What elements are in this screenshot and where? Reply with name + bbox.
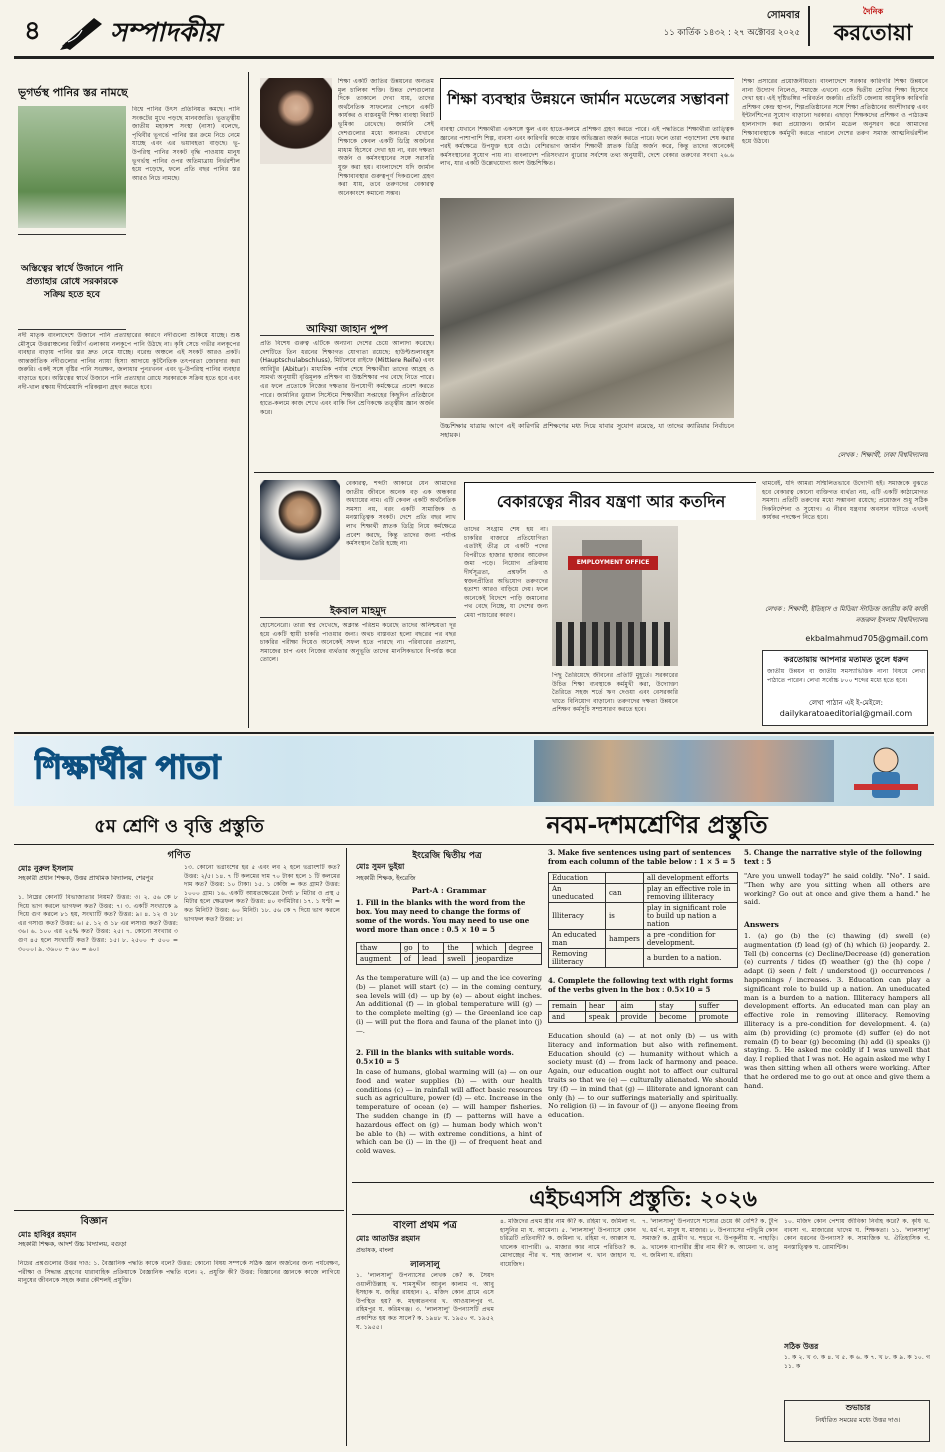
table-cell: a pre -condition for development. [643, 930, 737, 949]
masthead-divider [808, 6, 810, 46]
math-body: ১. নিম্নের কোনটি বিভাজ্যতার নিয়ম? উত্তর: ৩। ২. ৫৬ কে ৮ দিয়ে ভাগ করলে ভাগফল কত? উত্তর: ৭। ৩. একটি সংখ্যাকে ৯ দিয়ে গুণ করলে ৮১ হয়, সংখ্যাটি কত? উত্তর: ৯। ৪. ১২ ও ১৮ এর গসাগু কত? উত্তর: ৬। ৫. ১২ ও ১৮ এর লসাগু কত? উত্তর: ৩৬। ৬. ১০০ এর ২৫% কত? উত্তর: ২৫। ৭. কোনো সংখ্যার ৩ গুণ ৪৫ হলে সংখ্যাটি কত? উত্তর: ১৫। ৮. ২৫০০ + ৫০০ = ৩০০০। ৯. ৩৬০০ ÷ ৬০ = ৬০। [18, 894, 178, 953]
article-1-col2: প্রতি বিশেষ গুরুত্ব এটিকে অন্যান্য দেশের চেয়ে আলাদা করেছে। দেশটিতে তিন ধরনের শিক্ষাগত যোগ্যতা রয়েছে: হাউপ্টশুলাবশ্লুস (Hauptschulabschluss), মিটলেরে রাইফে (Mittlere Reife) এবং আবিটুর (Abitur)। মাধ্যমিক পর্যায় শেষে শিক্ষার্থীরা তাদের আগ্রহ ও সামর্থ্য অনুযায়ী বৃত্তিমূলক প্রশিক্ষণ বা উচ্চশিক্ষার পথ বেছে নিতে পারে। এর ফলে প্রত্যেকে নিজের দক্ষতার উপযোগী কর্মক্ষেত্রে প্রবেশ করতে পারে। জার্মানির ডুয়াল সিস্টেমে শিক্ষার্থীরা সপ্তাহের কিছুদিন প্রতিষ্ঠানে হাতে-কলমে কাজ শেখে এবং বাকি দিন শ্রেণিকক্ষে তত্ত্বীয় জ্ঞান অর্জন করে। [260, 340, 434, 416]
table-cell: a burden to a nation. [643, 949, 737, 968]
editorial-pull-quote [18, 234, 126, 330]
word-box-cell: the [444, 943, 473, 954]
bangla-teacher: মোঃ আতাউর রহমান [356, 1234, 421, 1243]
word-box-cell: thaw [357, 943, 401, 954]
bangla-col4: ১০. মজিদ কোন পেশায় জীবিকা নির্বাহ করে? ক. কৃষি খ. ব্যবসা গ. মাজারের খাদেম ঘ. শিক্ষকতা। ১১. 'লালসালু' কোন ধরনের উপন্যাস? ক. সামাজিক খ. ঐতিহাসিক গ. মনস্তাত্ত্বিক ঘ. রোমান্টিক। [784, 1218, 930, 1251]
math-science-rule [14, 1210, 344, 1211]
article-2-email: ekbalmahmud705@gmail.com [805, 634, 928, 643]
table-cell: can [606, 884, 644, 903]
verb-box-cell: suffer [695, 1001, 737, 1012]
bangla-col2: ৪. মজিদের প্রথম স্ত্রীর নাম কী? ক. রহিমা খ. জমিলা গ. হাসুনির মা ঘ. আমেনা। ৫. 'লালসালু' উপন্যাসে কোন চরিত্রটি প্রতিবাদী? ক. জমিলা খ. রহিমা গ. আক্কাস ঘ. খালেক ব্যাপারী। ৬. মাজার কার নামে পরিচিত? ক. মোদাচ্ছের পীর খ. শাহ জালাল গ. খান জাহান ঘ. বায়েজিদ। [500, 1218, 636, 1268]
english-q2-text: In case of humans, global warming will (a) — on our food and water supplies (b) — with our health conditions (c) — in rainfall will affect basic resources such as agriculture, power (d) — etc. Increase in the temperature of ocean (e) — will hamper fisheries. The sudden change in (f) — patterns will have a hazardous effect on (g) — human body which won't be able to (h) — with extreme conditions, a hint of which can be (i) — in the (j) — of frequent heat and cold waves. [356, 1068, 542, 1156]
word-box-cell: to [418, 943, 443, 954]
editorial-photo [18, 106, 126, 228]
table-cell: An educated man [549, 930, 606, 949]
article-1-bottom-rule [254, 472, 934, 473]
verb-box-table [548, 1000, 738, 1023]
headline-box [464, 482, 756, 520]
library-photo [440, 198, 734, 418]
bangla-footer-text: নির্ধারিত সময়ের মধ্যে উত্তর দাও। [815, 1416, 901, 1424]
verb-box-cell: provide [617, 1012, 656, 1023]
class9-title: নবম-দশমশ্রেণির প্রস্তুতি [546, 810, 768, 839]
title-rule [14, 844, 934, 845]
editorial-title: ভূগর্ভস্থ পানির স্তর নামছে [18, 86, 128, 99]
queue-figures [556, 622, 674, 666]
word-box-cell: augment [357, 954, 401, 965]
masthead-day: সোমবার [766, 10, 800, 21]
table-row [549, 930, 738, 949]
bangla-section [352, 1216, 934, 1446]
article-1-col3: ব্যবস্থা যেখানে শিক্ষার্থীরা একসঙ্গে স্কুল এবং হাতে-কলমে প্রশিক্ষণ গ্রহণ করতে পারে। এই পদ্ধতিতে শিক্ষার্থীরা তাত্ত্বিক জ্ঞানের পাশাপাশি শিল্প, ব্যবসা এবং কারিগরি কাজে বাস্তব অভিজ্ঞতা অর্জন করতে পারে। ফলে তারা পড়াশোনা শেষ করার পরই কর্মক্ষেত্রে উপযুক্ত হয়ে ওঠে। বেশিরভাগ জার্মান শিক্ষার্থী স্নাতক ডিগ্রি অর্জন করে, কিন্তু তাদের অনেকেই কর্মসংস্থানের সুযোগ পায় না। বাংলাদেশ পরিসংখ্যান ব্যুরোর সর্বশেষ তথ্য অনুযায়ী, দেশে বেকার তরুণের সংখ্যা ২৬.৬ লাখ, যার একটি উল্লেখযোগ্য অংশ উচ্চশিক্ষিত। [440, 126, 734, 168]
opinion-box-email[interactable]: dailykaratoaeditorial@gmail.com [779, 709, 913, 718]
bangla-col1: ১. 'লালসালু' উপন্যাসের লেখক কে? ক. সৈয়দ ওয়ালীউল্লাহ খ. শামসুদ্দীন আবুল কালাম গ. আবু ইসহাক ঘ. জহির রায়হান। ২. মজিদ কোন গ্রামে এসে উপস্থিত হয়? ক. মহব্বতনগর খ. আওয়ালপুর গ. রহিমপুর ঘ. করিমগঞ্জ। ৩. 'লালসালু' উপন্যাসটি প্রথম প্রকাশিত হয় কত সালে? ক. ১৯৪৮ খ. ১৯৫০ গ. ১৯৫২ ঘ. ১৯৫৫। [356, 1272, 494, 1331]
hsc-title: এইচএসসি প্রস্তুতি: ২০২৬ [529, 1186, 757, 1212]
table-cell: all development efforts [643, 873, 737, 884]
masthead-rule [14, 56, 934, 59]
bangla-footer-title: শুভাচার [845, 1403, 871, 1412]
masthead-date: ১১ কার্তিক ১৪৩২ : ২৭ অক্টোবর ২০২৫ [663, 28, 800, 38]
article-2-headline-text: বেকারত্বের নীরব যন্ত্রণা আর কতদিন [496, 491, 726, 511]
library-photo-caption: উচ্চশিক্ষার যাত্রায় আগে এই কারিগরি প্রশিক্ষণের মধ্য দিয়ে যাবার সুযোগ রয়েছে, যা তাদের ক্যারিয়ার নির্বাচনে সহায়ক। [440, 422, 734, 439]
word-box-cell: jeopardize [473, 954, 542, 965]
headline-box [440, 78, 734, 120]
verb-box-cell: aim [617, 1001, 656, 1012]
english-answers-title: Answers [744, 920, 779, 929]
table-row [549, 903, 738, 930]
bangla-footer [784, 1400, 930, 1442]
english-q2: 2. Fill in the blanks with suitable words. 0.5×10 = 5 [356, 1048, 514, 1066]
table-cell: play an effective role in removing illiteracy [643, 884, 737, 903]
article-2-author-note: লেখক : শিক্ষার্থী, ইতিহাস ও মিডিয়া স্টাডিজ জাতীয় কবি কাজী নজরুল ইসলাম বিশ্ববিদ্যালয় [764, 605, 928, 624]
english-section [352, 848, 934, 1180]
article-2-col3: তাদের সংগ্রাম শেষ হয় না। চাকরির বাজারে প্রতিযোগিতা এতটাই তীব্র যে একটি পদের বিপরীতে হাজার হাজার আবেদন জমা পড়ে। নিয়োগ প্রক্রিয়ায় দীর্ঘসূত্রতা, প্রশ্নফাঁস ও স্বজনপ্রীতির অভিযোগ তরুণদের হতাশা আরও বাড়িয়ে দেয়। ফলে অনেকেই বিদেশে পাড়ি জমানোর পথ বেছে নিচ্ছে, যা দেশের জন্য মেধা পাচারের কারণ। [464, 526, 548, 619]
article-2-col5: থামবেই, যদি আমরা সম্মিলিতভাবে উদ্যোগী হই। সমাজকে বুঝতে হবে বেকারত্ব কোনো ব্যক্তিগত ব্যর্থতা নয়, এটি একটি কাঠামোগত সমস্যা। প্রতিটি তরুণের মধ্যে সম্ভাবনা রয়েছে; প্রয়োজন শুধু সঠিক দিকনির্দেশনা ও সুযোগ। এ নীরব যন্ত্রণার অবসান ঘটাতে এখনই কার্যকর পদক্ষেপ নিতে হবে। [762, 480, 928, 522]
opinion-box [762, 650, 928, 726]
math-school: সহকারী প্রধান শিক্ষক, উত্তর প্রাথমিক বিদ্যালয়, শেরপুর [18, 875, 154, 882]
english-answers-text: 1. (a) go (b) the (c) thawing (d) swell (e) augmentation (f) lead (g) of (h) which (i) jeopardy. 2. Tell (b) concerns (c) Decline/Decrease (d) generation (e) currents / tides (f) weather (g) the (h) cope / adapt (i) seen / felt / understood (j) occurrences / happenings / increases. 3. Education can play a significant role to build up a nation. An uneducated man is a burden to a nation. Illiteracy hampers all development efforts. An educated man can play an effective role in removing illiteracy. Removing illiteracy is a pre-condition for development. 4. (a) aim (b) providing (c) promote (d) suffer (e) do not remain (f) to bear (g) becoming (h) add (i) speaks (j) staying. 5. He asked me coldly if I was unwell that day. I replied that I was not. He again asked me why I was then sitting when all others were working. After that he ordered me to go out at once and give them a hand. [744, 932, 930, 1090]
article-2-headline [464, 482, 756, 520]
bangla-school: প্রভাষক, বাংলা [356, 1247, 394, 1254]
hsc-title-rule [352, 1214, 934, 1215]
left-block-rule [346, 848, 347, 1446]
masthead [0, 0, 945, 68]
editorial [14, 70, 244, 730]
english-subject: ইংরেজি দ্বিতীয় পত্র [412, 851, 482, 861]
math-body-2: ১৩. কোনো ভগ্নাংশের হর ৫ এবং লব ২ হলে ভগ্নাংশটি কত? উত্তর: ২/৫। ১৪. ৭ টি কলমের দাম ৭০ টাকা হলে ১ টি কলমের দাম কত? উত্তর: ১০ টাকা। ১৫. ১ কেজি = কত গ্রাম? উত্তর: ১০০০ গ্রাম। ১৬. একটি আয়তক্ষেত্রের দৈর্ঘ্য ৮ মিটার ও প্রস্থ ৫ মিটার হলে ক্ষেত্রফল কত? উত্তর: ৪০ বর্গমিটার। ১৭. ১ ঘণ্টা = কত মিনিট? উত্তর: ৬০ মিনিট। ১৮. ৫৬ কে ৭ দিয়ে ভাগ করলে ভাগফল কত? উত্তর: ৮। [184, 864, 340, 923]
article-2-author: ইকবাল মাহমুদ [260, 604, 456, 618]
article-german-model [254, 70, 934, 470]
article-2-col2: হোসেনেরো। তারা স্বপ্ন দেখেছে, অক্লান্ত পরিশ্রম করেছে তাদের অনিশ্চয়তা দূর হয়ে একটি স্থায়ী চাকরি পাওয়ার জন্য। অথচ বাস্তবতা হলো বছরের পর বছর চাকরির পরীক্ষা দিয়েও অনেকেই সফল হতে পারছে না। পরিবারের প্রত্যাশা, সমাজের চাপ এবং নিজের ব্যর্থতার অনুভূতি তাদের মানসিকভাবে বিপর্যস্ত করে তোলে। [260, 622, 456, 664]
paper-name: করতোয়া [833, 20, 913, 46]
article-1-headline-text: শিক্ষা ব্যবস্থার উন্নয়নে জার্মান মডেলের সম্ভাবনা [447, 89, 729, 108]
verb-box-cell: stay [656, 1001, 696, 1012]
english-q5: 5. Change the narrative style of the following text : 5 [744, 848, 922, 866]
employment-office-illustration [552, 526, 678, 666]
science-section [14, 1212, 344, 1446]
table-cell: Illiteracy [549, 903, 606, 930]
student-illustration-icon [844, 740, 928, 802]
verb-box-cell: remain [549, 1001, 586, 1012]
hsc-top-rule [352, 1182, 934, 1183]
science-subject: বিজ্ঞান [80, 1216, 108, 1227]
english-q5-text: "Are you unwell today?" he said coldly. "No". I said. "Then why are you sitting when all others are working? Go out at once and give them a hand." he said. [744, 872, 930, 907]
paper-small-name: দৈনিক [862, 7, 884, 16]
science-school: সহকারী শিক্ষক, আদর্শ উচ্চ বিদ্যালয়, বগুড়া [18, 1241, 127, 1248]
bangla-answers-title: সঠিক উত্তর [784, 1342, 819, 1351]
author-photo-ekbal [260, 480, 340, 580]
math-teacher: মোঃ নুরুল ইসলাম [18, 864, 74, 873]
opinion-box-title: করতোয়ায় আপনার মতামত তুলে ধরুন [783, 655, 909, 664]
article-2-col1: বেকারত্ব, শব্দটা আকারে যেন আমাদের জাতীয় জীবনে অনেক বড় এক অন্ধকার অধ্যায়ের নাম। এটি কেবল একটি অর্থনৈতিক সমস্যা নয়, বরং একটি সামাজিক ও মনস্তাত্ত্বিক সংকট। দেশে প্রতি বছর লাখ লাখ শিক্ষার্থী স্নাতক ডিগ্রি নিয়ে কর্মক্ষেত্রে প্রবেশ করছে, কিন্তু তাদের জন্য পর্যাপ্ত কর্মসংস্থান তৈরি হচ্ছে না। [346, 480, 456, 548]
table-cell: hampers [606, 930, 644, 949]
table-cell [606, 873, 644, 884]
table-row [549, 873, 738, 884]
editorial-body-1: বিশ্বে পানির উৎস প্রতিনিয়ত কমছে। পানি সংকটের মুখে পড়ছে মানবজাতি। ভূতত্ত্বীয় জাতীয় মহাকাশ সংস্থা (নাসা) বলেছে, পৃথিবীর ভূগর্ভে পানির স্তর ক্রমে নিচে নেমে যাচ্ছে এবং এর ভয়াবহতা বাড়ছে। ভূ-উপরিস্থ পানির সংকট বৃদ্ধি পাওয়ায় মানুষ ভূগর্ভস্থ পানির ওপর অতিমাত্রায় নির্ভরশীল হয়ে পড়েছে, ফলে প্রতি বছর পানির স্তর আরও নিচে নামছে। [132, 106, 240, 182]
english-q3-table [548, 872, 738, 972]
english-q3: 3. Make five sentences using part of sentences from each column of the table below : 1 × 5 = 5 [548, 848, 736, 866]
math-section [14, 848, 344, 1208]
science-teacher: মোঃ হাবিবুর রহমান [18, 1230, 77, 1239]
verb-box-cell: hear [585, 1001, 617, 1012]
article-unemployment [254, 476, 934, 730]
english-part: Part-A : Grammar [411, 886, 487, 895]
word-box-cell: degree [505, 943, 542, 954]
verb-box-cell: become [656, 1012, 696, 1023]
article-1-author: আফিয়া জাহান পুষ্প [260, 322, 434, 336]
verb-box-cell: and [549, 1012, 586, 1023]
word-box-table [356, 942, 542, 965]
english-q4: 4. Complete the following text with right forms of the verbs given in the box : 0.5×10 = 5 [548, 976, 734, 994]
english-teacher: মোঃ সুমন ভুইয়া [356, 862, 405, 871]
author-photo-afia [260, 78, 332, 164]
editorial-column-rule [248, 72, 249, 728]
editorial-pull-quote-text: অস্তিত্বের স্বার্থে উজানে পানি প্রত্যাহার রোধে সরকারকে সক্রিয় হতে হবে [20, 263, 124, 300]
page-number-text: ৪ [24, 16, 41, 46]
editorial-body-2: নদী মাতৃক বাংলাদেশে উজানে পানি প্রত্যাহারের কারণে নদীগুলো শুকিয়ে যাচ্ছে। শুষ্ক মৌসুমে উত্তরাঞ্চলের বিস্তীর্ণ এলাকায় নলকূপে পানি উঠছে না। কৃষি সেচে গভীর নলকূপের ব্যবহার বাড়ায় পানির স্তর দ্রুত নেমে যাচ্ছে। বরেন্দ্র অঞ্চলে এই সংকট আরও প্রকট। আন্তর্জাতিক নদীগুলোর পানির ন্যায্য হিস্যা আদায়ে কূটনৈতিক তৎপরতা জোরদার করা জরুরি। একই সঙ্গে বৃষ্টির পানি সংরক্ষণ, জলাধার পুনঃখনন এবং ভূ-উপরিস্থ পানির ব্যবহার বাড়াতে হবে। অস্তিত্বের স্বার্থে উজানে পানি প্রত্যাহার রোধে সরকারকে সক্রিয় হতে হবে এবং নদী-খাল রক্ষায় দীর্ঘমেয়াদি পরিকল্পনা গ্রহণ করতে হবে। [18, 332, 240, 391]
opinion-box-email-label: লেখা পাঠান এই ই-মেইলে: [809, 699, 883, 707]
table-cell [606, 949, 644, 968]
article-1-col1: শিক্ষা একটি জাতির উন্নয়নের অন্যতম মূল চালিকা শক্তি। উন্নত দেশগুলোর দিকে তাকালে দেখা যায়, তাদের অর্থনৈতিক সাফল্যের পেছনে একটি কার্যকর ও বাস্তবমুখী শিক্ষা ব্যবস্থা বিরাট ভূমিকা রেখেছে। জার্মানি সেই দেশগুলোর মধ্যে অন্যতম। যেখানে শিক্ষাকে কেবল একটি ডিগ্রি অর্জনের মাধ্যম হিসেবে দেখা হয় না, বরং দক্ষতা অর্জন ও কর্মসংস্থানের সঙ্গে সরাসরি যুক্ত করা হয়। বাংলাদেশে যদি জার্মান শিক্ষাব্যবস্থার গুরুত্বপূর্ণ দিকগুলো গ্রহণ করা যায়, তবে তরুণদের বেকারত্ব অনেকাংশে কমানো সম্ভব। [338, 78, 434, 197]
english-q4-verb-box [548, 1000, 738, 1028]
bangla-subject: বাংলা প্রথম পত্র [393, 1220, 457, 1231]
word-box-cell: of [400, 954, 418, 965]
bangla-topic: লালসালু [410, 1260, 440, 1270]
article-1-author-note: লেখক : শিক্ষার্থী, ঢাকা বিশ্ববিদ্যালয় [837, 451, 928, 459]
word-box-cell: swell [444, 954, 473, 965]
english-school: সহকারী শিক্ষক, ইংরেজি [356, 875, 416, 882]
page-number [24, 10, 58, 50]
banner-title-text: শিক্ষার্থীর পাতা [34, 748, 221, 786]
table-cell: Removing illiteracy [549, 949, 606, 968]
math-subject: গণিত [167, 850, 191, 861]
opinion-box-body: জাতীয় উন্নয়ন বা জাতীয় সমস্যাভিত্তিক নানা বিষয়ে লেখা পাঠাতে পারেন। লেখা সর্বোচ্চ ৮০০ শব্দের মধ্যে হতে হবে। [767, 668, 925, 684]
verb-box-cell: speak [585, 1012, 617, 1023]
word-box-cell: lead [418, 954, 443, 965]
banner-students-photo [534, 740, 834, 802]
pen-icon [58, 12, 108, 52]
word-box-cell: which [473, 943, 505, 954]
article-2-col4: পিছু তৈরিয়েছে জীবনের প্রতিটি মুহূর্তে। সরকারের উচিত শিক্ষা ব্যবস্থাকে কর্মমুখী করা, উদ্যোক্তা তৈরিতে সহজ শর্তে ঋণ দেওয়া এবং বেসরকারি খাতে বিনিয়োগ বাড়ানো। তরুণদের দক্ষতা উন্নয়নে প্রশিক্ষণ কর্মসূচি সম্প্রসারণ করতে হবে। [552, 672, 678, 714]
english-q1: 1. Fill in the blanks with the word from the box. You may need to change the forms of some of the words. You may need to use one word more than once : 0.5 × 10 = 5 [356, 898, 530, 934]
table-cell: Education [549, 873, 606, 884]
student-page-banner [14, 736, 934, 806]
page-mid-rule [14, 732, 934, 734]
article-1-headline [440, 78, 734, 120]
class5-title: ৫ম শ্রেণি ও বৃত্তি প্রস্তুতি [94, 816, 264, 837]
bangla-answers: ১. ক ২. খ ৩. ক ৪. খ ৫. ক ৬. ক ৭. খ ৮. ক ৯. ক ১০. গ ১১. ক [784, 1354, 930, 1370]
table-cell: An uneducated [549, 884, 606, 903]
sentence-table [548, 872, 738, 968]
science-body: নিচের প্রশ্নগুলোর উত্তর দাও: ১. বৈজ্ঞানিক পদ্ধতি কাকে বলে? উত্তর: কোনো বিষয় সম্পর্কে সঠিক জ্ঞান অর্জনের জন্য পর্যবেক্ষণ, পরীক্ষা ও সিদ্ধান্ত গ্রহণের ধারাবাহিক প্রক্রিয়াকে বৈজ্ঞানিক পদ্ধতি বলে। ২. প্রযুক্তি কী? উত্তর: বিজ্ঞানের জ্ঞানকে কাজে লাগিয়ে মানুষের জীবনকে সহজ করার কৌশলই প্রযুক্তি। [18, 1260, 340, 1285]
table-cell: is [606, 903, 644, 930]
employment-office-board: EMPLOYMENT OFFICE [568, 556, 658, 570]
english-q1-word-box [356, 942, 542, 970]
verb-box-cell: promote [695, 1012, 737, 1023]
table-row [549, 949, 738, 968]
table-row [549, 884, 738, 903]
section-title: সম্পাদকীয় [110, 18, 220, 48]
table-cell: play in significant role to build up nation a nation [643, 903, 737, 930]
english-q4-text: Education should (a) — at not only (b) — us with literacy and information but also with refinement. Education should (c) — humanity without which a society must (d) — from lack of harmony and peace. Again, our education ought not to affect our cultural traits so that we (e) — culturally alienated. We should try (f) — in mind that (g) — illiterate and ignorant can only (h) — to our sufferings materially and spiritually. No religion (i) — in favour of (j) — anyone fleeing from education. [548, 1032, 738, 1120]
bangla-col3: ৭. 'লালসালু' উপন্যাসে শস্যের চেয়ে কী বেশি? ক. টুপি খ. ধর্ম গ. মানুষ ঘ. মাজার। ৮. উপন্যাসের পটভূমি কোন সমাজ? ক. গ্রামীণ খ. শহুরে গ. উপকূলীয় ঘ. পাহাড়ি। ৯. খালেক ব্যাপারীর স্ত্রীর নাম কী? ক. আমেনা খ. তানু গ. জমিলা ঘ. রহিমা। [642, 1218, 778, 1260]
banner-title [34, 742, 334, 802]
english-q1-text: As the temperature will (a) — up and the ice covering (b) — planet will start (c) — in the coming century, sea levels will (d) — up by (e) — about eight inches. An additional (f) — in global temperature will (g) — to the complete melting (g) — the Greenland ice cap (i) — will put the flora and fauna of the planet into (j) —. [356, 974, 542, 1035]
article-1-col4: শিক্ষা প্রসারের প্রয়োজনীয়তা। বাংলাদেশে সরকার কারিগরি শিক্ষা উন্নয়নে নানা উদ্যোগ নিলেও, সমাজে এখনো একে দ্বিতীয় শ্রেণির শিক্ষা হিসেবে দেখা হয়। এই দৃষ্টিভঙ্গির পরিবর্তন জরুরি। প্রতিটি জেলায় আধুনিক কারিগরি প্রশিক্ষণ কেন্দ্র স্থাপন, শিল্পপ্রতিষ্ঠানের সঙ্গে শিক্ষা প্রতিষ্ঠানের অংশীদারত্ব এবং ইন্টার্নশিপের সুযোগ বাড়ানো দরকার। এছাড়া শিক্ষকদের প্রশিক্ষণ ও পাঠ্যক্রম হালনাগাদ করা প্রয়োজন। জার্মান মডেল অনুসরণ করে আমাদের শিক্ষাব্যবস্থাকে কর্মমুখী করতে পারলে দেশের তরুণ সমাজ আত্মনির্ভরশীল হয়ে উঠবে। [742, 78, 928, 146]
word-box-cell: go [400, 943, 418, 954]
